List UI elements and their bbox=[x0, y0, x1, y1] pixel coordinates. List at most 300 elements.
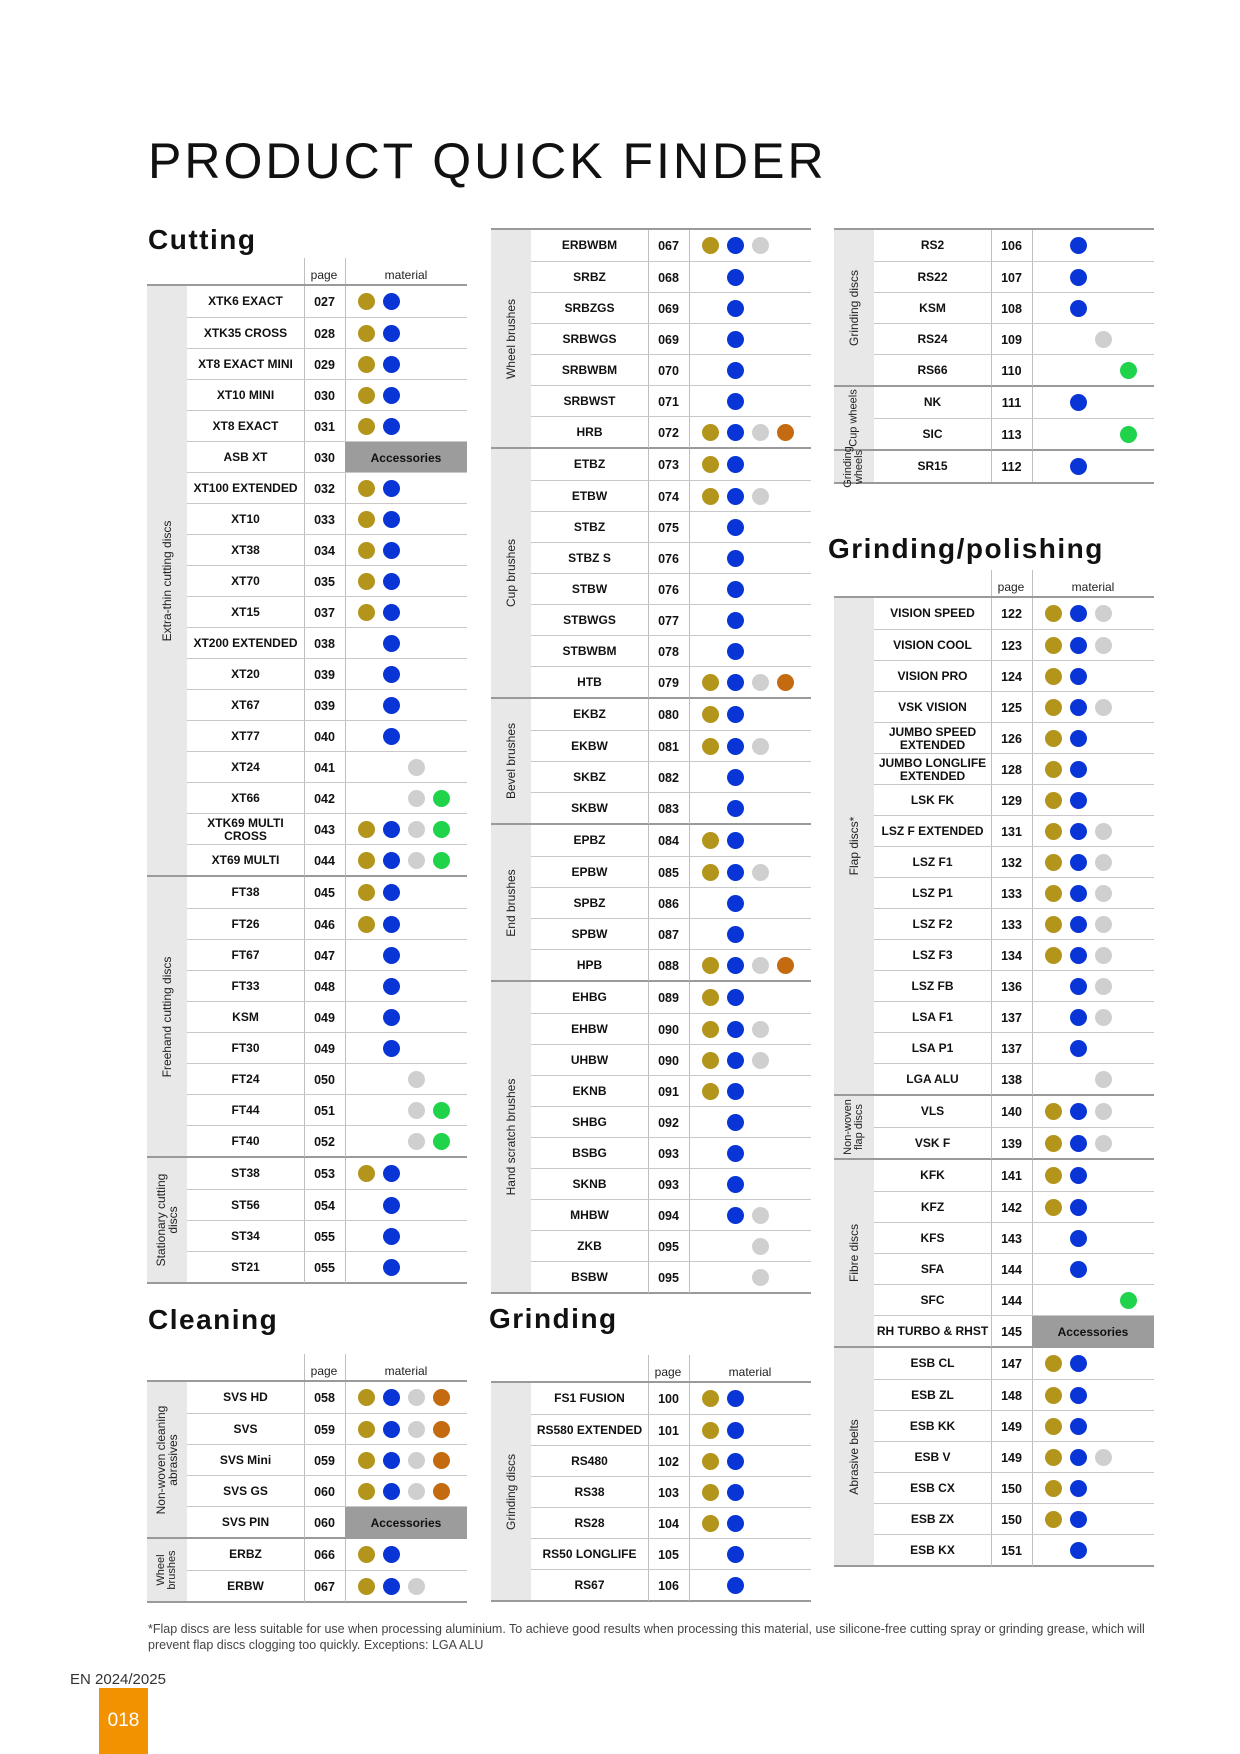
product-group bbox=[834, 598, 1154, 1096]
product-name: XT70 bbox=[187, 566, 305, 597]
page-ref: 058 bbox=[304, 1382, 346, 1413]
product-name: LSA F1 bbox=[874, 1002, 992, 1033]
material-cell bbox=[345, 1476, 467, 1507]
product-name: BSBW bbox=[531, 1262, 649, 1293]
page-ref: 034 bbox=[304, 535, 346, 566]
page-ref: 107 bbox=[991, 262, 1033, 293]
table-row bbox=[874, 1410, 1154, 1442]
material-cell bbox=[1032, 419, 1154, 450]
product-name: RS38 bbox=[531, 1477, 649, 1508]
page-ref: 095 bbox=[648, 1262, 690, 1293]
material-dot-b bbox=[383, 293, 400, 310]
material-cell bbox=[345, 1539, 467, 1570]
table-row bbox=[874, 1472, 1154, 1504]
page-ref: 137 bbox=[991, 1033, 1033, 1064]
material-cell bbox=[1032, 1128, 1154, 1159]
material-dot-b bbox=[1070, 1009, 1087, 1026]
product-name: ST34 bbox=[187, 1221, 305, 1252]
group-side-label bbox=[491, 1383, 531, 1600]
product-name: LSZ F EXTENDED bbox=[874, 816, 992, 847]
material-dot-g bbox=[702, 957, 719, 974]
material-dot-g bbox=[1045, 699, 1062, 716]
table-row bbox=[874, 598, 1154, 629]
column-header bbox=[834, 570, 1154, 598]
table-cutting bbox=[147, 258, 467, 1284]
product-name: XT100 EXTENDED bbox=[187, 473, 305, 504]
product-name: XT24 bbox=[187, 752, 305, 783]
page-ref: 149 bbox=[991, 1442, 1033, 1473]
material-cell bbox=[689, 1446, 811, 1477]
material-cell bbox=[345, 1382, 467, 1413]
product-name: FT30 bbox=[187, 1033, 305, 1064]
page-ref: 029 bbox=[304, 349, 346, 380]
product-group bbox=[491, 230, 811, 449]
material-dot-g bbox=[702, 832, 719, 849]
material-dot-b bbox=[383, 1483, 400, 1500]
material-dot-b bbox=[727, 1176, 744, 1193]
product-name: ST21 bbox=[187, 1252, 305, 1283]
material-cell bbox=[1032, 451, 1154, 482]
product-name: UHBW bbox=[531, 1045, 649, 1076]
table-grinding-discs-wheels bbox=[834, 228, 1154, 488]
column-divider bbox=[345, 258, 346, 286]
table-row bbox=[187, 1125, 467, 1157]
material-dot-g bbox=[358, 480, 375, 497]
product-name: LSK FK bbox=[874, 785, 992, 816]
product-group bbox=[491, 449, 811, 699]
product-name: ESB V bbox=[874, 1442, 992, 1473]
table-row bbox=[531, 730, 811, 762]
group-label: Hand scratch brushes bbox=[504, 1078, 518, 1196]
material-cell bbox=[689, 1262, 811, 1293]
table-row bbox=[187, 1158, 467, 1189]
material-dot-g bbox=[702, 1083, 719, 1100]
material-cell bbox=[345, 1571, 467, 1602]
material-dot-g bbox=[358, 1452, 375, 1469]
table-row bbox=[874, 877, 1154, 909]
group-side-label bbox=[147, 1158, 187, 1282]
material-dot-b bbox=[727, 488, 744, 505]
group-label: Grinding wheels bbox=[842, 445, 865, 488]
page-ref: 038 bbox=[304, 628, 346, 659]
page-ref: 044 bbox=[304, 845, 346, 876]
page-ref: 113 bbox=[991, 419, 1033, 450]
table-row bbox=[187, 658, 467, 690]
table-row bbox=[874, 691, 1154, 723]
page-title: PRODUCT QUICK FINDER bbox=[148, 133, 827, 189]
table-row bbox=[187, 627, 467, 659]
material-cell bbox=[1032, 940, 1154, 971]
product-name: XT10 bbox=[187, 504, 305, 535]
table-row bbox=[874, 970, 1154, 1002]
material-dot-n bbox=[1120, 426, 1137, 443]
table-row bbox=[187, 751, 467, 783]
product-group bbox=[834, 1348, 1154, 1567]
table-row bbox=[874, 418, 1154, 450]
material-dot-g bbox=[358, 1578, 375, 1595]
page-ref: 124 bbox=[991, 661, 1033, 692]
material-dot-c bbox=[777, 674, 794, 691]
product-name: SRBWST bbox=[531, 386, 649, 417]
table-row bbox=[187, 720, 467, 752]
material-cell bbox=[1032, 661, 1154, 692]
material-cell bbox=[345, 566, 467, 597]
table-row bbox=[187, 472, 467, 504]
material-dot-b bbox=[727, 1453, 744, 1470]
group-label: End brushes bbox=[504, 868, 518, 937]
page-ref: 039 bbox=[304, 659, 346, 690]
material-dot-s bbox=[1095, 699, 1112, 716]
page-ref: 069 bbox=[648, 324, 690, 355]
page-ref: 081 bbox=[648, 731, 690, 762]
product-name: RS580 EXTENDED bbox=[531, 1415, 649, 1446]
product-group bbox=[491, 982, 811, 1294]
material-dot-s bbox=[1095, 947, 1112, 964]
material-dot-b bbox=[727, 519, 744, 536]
column-header-material: material bbox=[1071, 580, 1115, 594]
product-name: VISION SPEED bbox=[874, 598, 992, 629]
table-row bbox=[187, 1444, 467, 1476]
material-dot-n bbox=[1120, 362, 1137, 379]
material-dot-b bbox=[727, 1114, 744, 1131]
material-dot-g bbox=[358, 387, 375, 404]
material-dot-s bbox=[408, 759, 425, 776]
table-row bbox=[187, 1506, 467, 1538]
product-name: XTK69 MULTI CROSS bbox=[187, 814, 305, 845]
product-name: XT77 bbox=[187, 721, 305, 752]
material-dot-b bbox=[727, 362, 744, 379]
material-cell bbox=[345, 1252, 467, 1283]
material-dot-b bbox=[1070, 637, 1087, 654]
material-dot-s bbox=[752, 237, 769, 254]
page-ref: 106 bbox=[991, 230, 1033, 261]
table-row bbox=[187, 782, 467, 814]
material-dot-g bbox=[1045, 761, 1062, 778]
group-label: Grinding discs bbox=[504, 1453, 518, 1530]
material-cell bbox=[689, 449, 811, 480]
table-row bbox=[531, 354, 811, 386]
table-row bbox=[531, 604, 811, 636]
table-row bbox=[531, 1168, 811, 1200]
product-group bbox=[834, 1096, 1154, 1160]
page-ref: 148 bbox=[991, 1380, 1033, 1411]
product-group bbox=[147, 1158, 467, 1284]
group-side-label bbox=[834, 230, 874, 385]
page-ref: 151 bbox=[991, 1535, 1033, 1566]
product-name: SRBZGS bbox=[531, 293, 649, 324]
table-row bbox=[531, 1414, 811, 1446]
table-row bbox=[531, 230, 811, 261]
product-name: SVS Mini bbox=[187, 1445, 305, 1476]
page-ref: 122 bbox=[991, 598, 1033, 629]
material-dot-b bbox=[1070, 761, 1087, 778]
page-ref: 053 bbox=[304, 1158, 346, 1189]
column-header-page: page bbox=[997, 580, 1025, 594]
material-dot-s bbox=[408, 1133, 425, 1150]
product-name: KFK bbox=[874, 1160, 992, 1191]
product-name: RS50 LONGLIFE bbox=[531, 1539, 649, 1570]
table-row bbox=[874, 261, 1154, 293]
material-dot-b bbox=[1070, 1261, 1087, 1278]
product-name: FT26 bbox=[187, 909, 305, 940]
group-label: Cup wheels bbox=[847, 389, 860, 447]
material-dot-b bbox=[383, 666, 400, 683]
table-row bbox=[187, 813, 467, 845]
material-cell bbox=[689, 574, 811, 605]
table-row bbox=[531, 511, 811, 543]
table-row bbox=[531, 666, 811, 698]
material-dot-b bbox=[727, 1083, 744, 1100]
material-dot-g bbox=[1045, 854, 1062, 871]
page-ref: 150 bbox=[991, 1504, 1033, 1535]
product-name: VISION PRO bbox=[874, 661, 992, 692]
page-ref: 112 bbox=[991, 451, 1033, 482]
product-name: EHBG bbox=[531, 982, 649, 1013]
material-dot-b bbox=[383, 1259, 400, 1276]
material-dot-g bbox=[358, 1421, 375, 1438]
material-dot-g bbox=[358, 1483, 375, 1500]
table-row bbox=[531, 949, 811, 981]
material-dot-c bbox=[777, 957, 794, 974]
column-header-page: page bbox=[310, 268, 338, 282]
table-row bbox=[187, 1539, 467, 1570]
material-dot-n bbox=[433, 1102, 450, 1119]
material-dot-g bbox=[1045, 668, 1062, 685]
material-dot-b bbox=[1070, 1103, 1087, 1120]
material-cell bbox=[689, 1045, 811, 1076]
product-name: RS24 bbox=[874, 324, 992, 355]
material-dot-g bbox=[702, 738, 719, 755]
material-dot-b bbox=[1070, 978, 1087, 995]
page-ref: 043 bbox=[304, 814, 346, 845]
page-ref: 109 bbox=[991, 324, 1033, 355]
product-group bbox=[147, 877, 467, 1158]
material-dot-b bbox=[383, 635, 400, 652]
product-name: KSM bbox=[874, 293, 992, 324]
material-cell bbox=[1032, 293, 1154, 324]
material-cell bbox=[1032, 1442, 1154, 1473]
material-dot-g bbox=[1045, 1418, 1062, 1435]
group-label: Abrasive belts bbox=[847, 1418, 861, 1495]
page-ref: 035 bbox=[304, 566, 346, 597]
material-dot-b bbox=[727, 1515, 744, 1532]
material-dot-s bbox=[1095, 605, 1112, 622]
group-label: Flap discs* bbox=[847, 816, 861, 876]
material-dot-b bbox=[383, 1040, 400, 1057]
material-cell bbox=[1032, 847, 1154, 878]
table-row bbox=[874, 939, 1154, 971]
product-name: SRBWGS bbox=[531, 324, 649, 355]
table-row bbox=[874, 1160, 1154, 1191]
material-dot-s bbox=[752, 1269, 769, 1286]
table-row bbox=[187, 1251, 467, 1283]
page-ref: 094 bbox=[648, 1200, 690, 1231]
column-header bbox=[147, 258, 467, 286]
material-dot-b bbox=[383, 356, 400, 373]
product-name: KFZ bbox=[874, 1192, 992, 1223]
material-dot-b bbox=[727, 706, 744, 723]
material-cell bbox=[1032, 1160, 1154, 1191]
page-ref: 070 bbox=[648, 355, 690, 386]
table-row bbox=[874, 753, 1154, 785]
material-dot-s bbox=[408, 821, 425, 838]
material-dot-g bbox=[702, 1021, 719, 1038]
column-header-page: page bbox=[310, 1364, 338, 1378]
material-dot-b bbox=[727, 269, 744, 286]
material-dot-b bbox=[727, 738, 744, 755]
material-dot-g bbox=[702, 864, 719, 881]
page-ref: 128 bbox=[991, 754, 1033, 785]
material-cell bbox=[689, 355, 811, 386]
product-name: SKNB bbox=[531, 1169, 649, 1200]
group-side-label bbox=[147, 1539, 187, 1601]
product-name: BSBG bbox=[531, 1138, 649, 1169]
material-cell bbox=[689, 1107, 811, 1138]
material-cell bbox=[345, 971, 467, 1002]
material-dot-n bbox=[1120, 1292, 1137, 1309]
table-row bbox=[531, 1261, 811, 1293]
product-name: LSZ F3 bbox=[874, 940, 992, 971]
material-dot-s bbox=[752, 738, 769, 755]
material-dot-s bbox=[752, 1052, 769, 1069]
table-cleaning bbox=[147, 1354, 467, 1603]
material-cell bbox=[689, 1231, 811, 1262]
table-row bbox=[874, 451, 1154, 482]
page-ref: 040 bbox=[304, 721, 346, 752]
product-name: ERBWBM bbox=[531, 230, 649, 261]
table-row bbox=[531, 416, 811, 448]
material-dot-b bbox=[1070, 1199, 1087, 1216]
material-dot-b bbox=[1070, 854, 1087, 871]
material-dot-b bbox=[727, 237, 744, 254]
material-dot-s bbox=[752, 424, 769, 441]
column-divider bbox=[689, 1355, 690, 1383]
table-row bbox=[531, 1569, 811, 1601]
table-row bbox=[187, 1032, 467, 1064]
material-dot-g bbox=[702, 1052, 719, 1069]
table-row bbox=[874, 660, 1154, 692]
page-ref: 139 bbox=[991, 1128, 1033, 1159]
material-dot-b bbox=[727, 1546, 744, 1563]
table-row bbox=[187, 1570, 467, 1602]
material-dot-g bbox=[1045, 916, 1062, 933]
material-cell bbox=[689, 230, 811, 261]
page-ref: 087 bbox=[648, 919, 690, 950]
material-cell bbox=[689, 1415, 811, 1446]
group-label: Cup brushes bbox=[504, 538, 518, 608]
page-ref: 055 bbox=[304, 1221, 346, 1252]
table-row bbox=[531, 1476, 811, 1508]
page-ref: 147 bbox=[991, 1348, 1033, 1379]
product-group bbox=[147, 286, 467, 877]
product-name: RS2 bbox=[874, 230, 992, 261]
table-row bbox=[187, 939, 467, 971]
table-row bbox=[187, 1413, 467, 1445]
product-name: XT15 bbox=[187, 597, 305, 628]
page-ref: 123 bbox=[991, 630, 1033, 661]
material-cell bbox=[1032, 1223, 1154, 1254]
material-dot-s bbox=[1095, 978, 1112, 995]
group-side-label bbox=[834, 1348, 874, 1565]
product-name: HTB bbox=[531, 667, 649, 698]
material-cell bbox=[345, 845, 467, 876]
material-cell bbox=[689, 1570, 811, 1601]
material-cell bbox=[689, 731, 811, 762]
product-name: FT40 bbox=[187, 1126, 305, 1157]
material-dot-b bbox=[1070, 668, 1087, 685]
material-cell bbox=[689, 262, 811, 293]
material-dot-g bbox=[358, 325, 375, 342]
material-dot-b bbox=[1070, 699, 1087, 716]
material-cell bbox=[1032, 1473, 1154, 1504]
edition-label: EN 2024/2025 bbox=[70, 1671, 166, 1688]
page-number: 018 bbox=[107, 1710, 140, 1731]
material-cell bbox=[1032, 1504, 1154, 1535]
material-cell bbox=[1032, 1033, 1154, 1064]
product-group bbox=[834, 230, 1154, 387]
material-dot-g bbox=[1045, 1511, 1062, 1528]
material-cell bbox=[689, 1169, 811, 1200]
material-dot-g bbox=[358, 542, 375, 559]
material-dot-b bbox=[727, 424, 744, 441]
table-row bbox=[187, 503, 467, 535]
material-dot-b bbox=[383, 728, 400, 745]
material-dot-b bbox=[727, 832, 744, 849]
table-row bbox=[531, 635, 811, 667]
page-ref: 085 bbox=[648, 857, 690, 888]
material-cell bbox=[689, 1383, 811, 1414]
material-dot-n bbox=[433, 821, 450, 838]
product-group bbox=[834, 387, 1154, 451]
material-dot-g bbox=[702, 674, 719, 691]
material-dot-c bbox=[777, 424, 794, 441]
material-dot-g bbox=[1045, 1387, 1062, 1404]
material-dot-b bbox=[727, 300, 744, 317]
material-dot-g bbox=[702, 989, 719, 1006]
page-ref: 138 bbox=[991, 1064, 1033, 1095]
product-name: XTK6 EXACT bbox=[187, 286, 305, 317]
material-dot-s bbox=[408, 1452, 425, 1469]
material-cell bbox=[345, 628, 467, 659]
table-row bbox=[187, 286, 467, 317]
page-ref: 090 bbox=[648, 1045, 690, 1076]
material-dot-s bbox=[1095, 916, 1112, 933]
page-ref: 150 bbox=[991, 1473, 1033, 1504]
material-cell bbox=[1032, 1002, 1154, 1033]
page-ref: 037 bbox=[304, 597, 346, 628]
page-ref: 095 bbox=[648, 1231, 690, 1262]
material-dot-b bbox=[383, 916, 400, 933]
table-row bbox=[874, 1348, 1154, 1379]
product-name: ST38 bbox=[187, 1158, 305, 1189]
table-row bbox=[531, 542, 811, 574]
material-dot-g bbox=[702, 1422, 719, 1439]
table-row bbox=[187, 1382, 467, 1413]
table-row bbox=[531, 1075, 811, 1107]
column-divider bbox=[1032, 570, 1033, 598]
material-cell bbox=[689, 1200, 811, 1231]
material-dot-b bbox=[727, 550, 744, 567]
material-dot-b bbox=[727, 864, 744, 881]
product-name: XTK35 CROSS bbox=[187, 318, 305, 349]
product-name: ETBW bbox=[531, 481, 649, 512]
table-row bbox=[531, 1383, 811, 1414]
material-dot-b bbox=[383, 418, 400, 435]
page-ref: 140 bbox=[991, 1096, 1033, 1127]
section-title-grinding-polishing: Grinding/polishing bbox=[828, 533, 1104, 564]
product-name: ESB KX bbox=[874, 1535, 992, 1566]
product-name: STBWGS bbox=[531, 605, 649, 636]
